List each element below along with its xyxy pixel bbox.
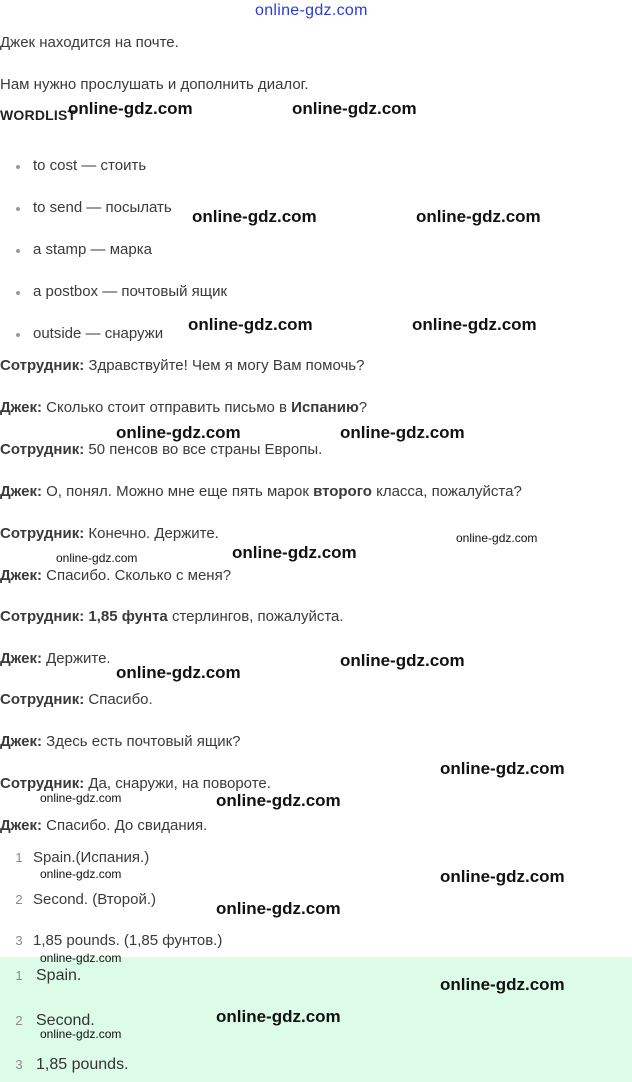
dialogue-line <box>0 608 344 626</box>
speaker: Сотрудник: <box>0 441 85 458</box>
watermark: online-gdz.com <box>116 663 241 682</box>
watermark: online-gdz.com <box>412 315 537 334</box>
answer-number: 3 <box>15 1057 23 1072</box>
bullet-icon <box>16 249 20 253</box>
line-text-bold: 1,85 фунта <box>88 608 168 625</box>
wordlist-item: a stamp — марка <box>33 241 152 258</box>
watermark: online-gdz.com <box>440 975 565 994</box>
line-text: Сколько стоит отправить письмо в <box>41 399 292 416</box>
watermark: online-gdz.com <box>340 651 465 670</box>
watermark: online-gdz.com <box>416 207 541 226</box>
line-text: 50 пенсов во все страны Европы. <box>84 441 323 458</box>
answer-number: 3 <box>15 933 23 948</box>
bullet-icon <box>16 333 20 337</box>
wordlist-title: WORDLIST <box>0 107 77 123</box>
line-text: класса, пожалуйста? <box>371 483 522 500</box>
line-text: Здравствуйте! Чем я могу Вам помочь? <box>84 357 365 374</box>
watermark: online-gdz.com <box>456 531 538 545</box>
wordlist-item: a postbox — почтовый ящик <box>33 283 228 300</box>
speaker: Сотрудник: <box>0 525 85 542</box>
speaker: Джек: <box>0 733 42 750</box>
watermark: online-gdz.com <box>192 207 317 226</box>
watermark: online-gdz.com <box>188 315 313 334</box>
line-text-bold: Испанию <box>291 399 359 416</box>
bullet-icon <box>16 165 20 169</box>
watermark: online-gdz.com <box>216 1007 341 1026</box>
answer-number: 2 <box>15 1013 23 1028</box>
answer-item: 1,85 pounds. (1,85 фунтов.) <box>33 932 223 949</box>
watermark: online-gdz.com <box>292 99 417 118</box>
watermark: online-gdz.com <box>68 99 193 118</box>
speaker: Сотрудник: <box>0 775 85 792</box>
intro-line-1: Джек находится на почте. <box>0 34 179 51</box>
line-text: Здесь есть почтовый ящик? <box>41 733 241 750</box>
short-answer-item: 1,85 pounds. <box>36 1056 129 1073</box>
dialogue-line <box>0 567 231 585</box>
dialogue-line <box>0 650 111 668</box>
watermark: online-gdz.com <box>232 543 357 562</box>
watermark: online-gdz.com <box>40 951 122 965</box>
bullet-icon <box>16 291 20 295</box>
watermark: online-gdz.com <box>340 423 465 442</box>
answer-number: 1 <box>15 968 23 983</box>
watermark-top: online-gdz.com <box>255 2 368 19</box>
line-text: ? <box>358 399 368 416</box>
speaker: Сотрудник: <box>0 608 85 625</box>
wordlist-item: to cost — стоить <box>33 157 147 174</box>
bullet-icon <box>16 207 20 211</box>
speaker: Джек: <box>0 483 42 500</box>
line-text: стерлингов, пожалуйста. <box>167 608 344 625</box>
short-answer-item: Second. <box>36 1012 95 1029</box>
watermark: online-gdz.com <box>216 791 341 810</box>
answer-number: 2 <box>15 892 23 907</box>
speaker: Джек: <box>0 399 42 416</box>
watermark: online-gdz.com <box>40 1027 122 1041</box>
dialogue-line <box>0 483 522 501</box>
answer-number: 1 <box>15 850 23 865</box>
speaker: Джек: <box>0 817 42 834</box>
watermark: online-gdz.com <box>116 423 241 442</box>
dialogue-line <box>0 733 241 751</box>
line-text: Держите. <box>41 650 111 667</box>
watermark: online-gdz.com <box>40 867 122 881</box>
line-text-bold: второго <box>313 483 372 500</box>
watermark: online-gdz.com <box>440 759 565 778</box>
dialogue-line <box>0 357 364 375</box>
speaker: Сотрудник: <box>0 691 85 708</box>
speaker: Сотрудник: <box>0 357 85 374</box>
speaker: Джек: <box>0 650 42 667</box>
line-text: О, понял. Можно мне еще пять марок <box>41 483 314 500</box>
line-text: Спасибо. До свидания. <box>41 817 208 834</box>
watermark: online-gdz.com <box>216 899 341 918</box>
dialogue-line <box>0 525 219 543</box>
line-text: Конечно. Держите. <box>84 525 219 542</box>
speaker: Джек: <box>0 567 42 584</box>
dialogue-line <box>0 691 153 709</box>
wordlist-item: outside — снаружи <box>33 325 164 342</box>
watermark: online-gdz.com <box>56 551 138 565</box>
line-text: Спасибо. <box>84 691 153 708</box>
watermark: online-gdz.com <box>40 791 122 805</box>
line-text: Спасибо. Сколько с меня? <box>41 567 232 584</box>
answer-item: Spain.(Испания.) <box>33 849 150 866</box>
wordlist-item: to send — посылать <box>33 199 172 216</box>
answer-item: Second. (Второй.) <box>33 891 156 908</box>
short-answer-item: Spain. <box>36 967 82 984</box>
dialogue-line <box>0 441 322 459</box>
watermark: online-gdz.com <box>440 867 565 886</box>
intro-line-2: Нам нужно прослушать и дополнить диалог. <box>0 76 309 93</box>
dialogue-line <box>0 399 367 417</box>
line-text: Да, снаружи, на повороте. <box>84 775 271 792</box>
dialogue-line <box>0 817 207 835</box>
